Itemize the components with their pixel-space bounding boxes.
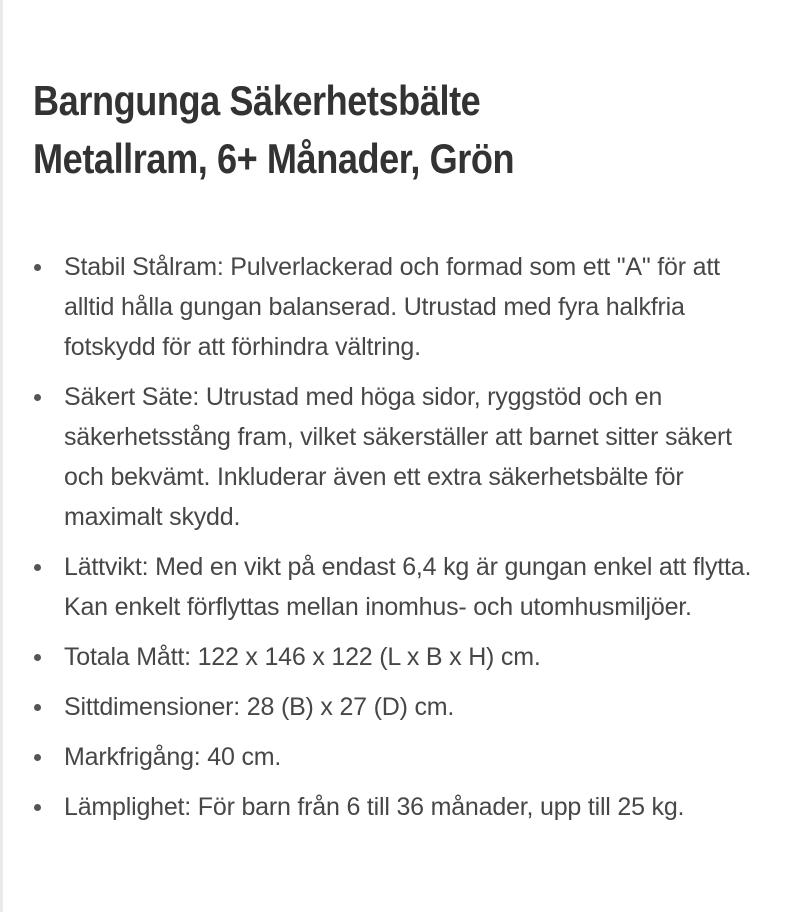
feature-text: Sittdimensioner: 28 (B) x 27 (D) cm. <box>64 693 455 721</box>
feature-list <box>33 247 763 837</box>
feature-item-sate <box>33 377 763 537</box>
feature-item-markfrigang <box>33 737 763 777</box>
feature-text: Markfrigång: 40 cm. <box>64 743 282 771</box>
feature-item-lattvikt <box>33 547 763 627</box>
bullet-icon <box>34 804 41 811</box>
page-left-border <box>0 0 3 912</box>
feature-text: Lättvikt: Med en vikt på endast 6,4 kg är gungan enkel att flytta. Kan enkelt förflyttas mellan inomhus- och utomhusmiljöer. <box>64 553 752 621</box>
feature-text: Säkert Säte: Utrustad med höga sidor, ryggstöd och en säkerhetsstång fram, vilket säkerställer att barnet sitter säkert och bekvämt. Inkluderar även ett extra säkerhetsbälte för maximalt skydd. <box>64 383 732 531</box>
product-title-line-2: Metallram, 6+ Månader, Grön <box>33 135 515 182</box>
feature-text: Stabil Stålram: Pulverlackerad och formad som ett "A" för att alltid hålla gungan balanserad. Utrustad med fyra halkfria fotskydd för att förhindra vältring. <box>64 253 720 361</box>
bullet-icon <box>34 564 41 571</box>
feature-text: Totala Mått: 122 x 146 x 122 (L x B x H) cm. <box>64 643 541 671</box>
product-title <box>33 72 773 188</box>
bullet-icon <box>34 394 41 401</box>
feature-item-stalram <box>33 247 763 367</box>
feature-text: Lämplighet: För barn från 6 till 36 månader, upp till 25 kg. <box>64 793 685 821</box>
bullet-icon <box>34 264 41 271</box>
bullet-icon <box>34 654 41 661</box>
bullet-icon <box>34 754 41 761</box>
feature-item-sittdimensioner <box>33 687 763 727</box>
bullet-icon <box>34 704 41 711</box>
feature-item-matt <box>33 637 763 677</box>
product-description <box>33 72 773 821</box>
product-title-line-1: Barngunga Säkerhetsbälte <box>33 77 481 124</box>
feature-item-lamplighet <box>33 787 763 827</box>
